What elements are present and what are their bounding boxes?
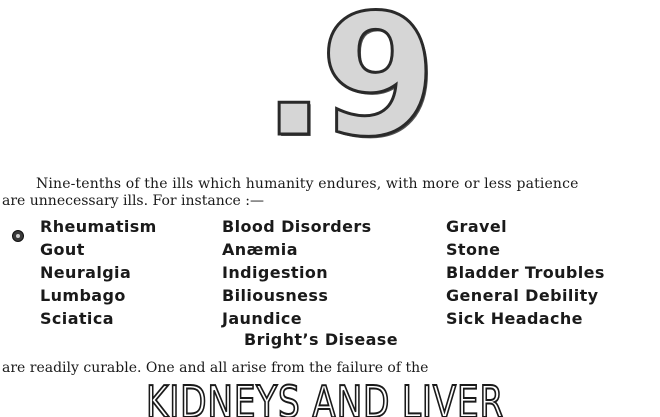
ill-item: Anæmia [222,240,298,259]
intro-line-2: are unnecessary ills. For instance :— [2,193,265,209]
headline: KIDNEYS AND LIVER [146,377,505,417]
ill-item: Stone [446,240,501,259]
ill-item: Bladder Troubles [446,263,605,282]
large-numeral: .9 [262,0,431,174]
ill-item: Lumbago [40,286,126,305]
ill-item: Sick Headache [446,309,583,328]
ill-item: Gout [40,240,85,259]
ill-item: Jaundice [222,309,303,328]
ill-item: Rheumatism [40,217,157,236]
ill-item: Blood Disorders [222,217,372,236]
intro-line-1: Nine-tenths of the ills which humanity endures, with more or less patience [36,176,579,192]
ill-item: Gravel [446,217,507,236]
ill-item: Indigestion [222,263,329,282]
ill-item-last: Bright’s Disease [244,330,398,349]
ill-item: General Debility [446,286,599,305]
bullet-dot-icon [12,230,24,242]
ill-item: Biliousness [222,286,329,305]
ill-item: Neuralgia [40,263,132,282]
ill-item: Sciatica [40,309,114,328]
outro-line: are readily curable. One and all arise from the failure of the [2,360,429,376]
